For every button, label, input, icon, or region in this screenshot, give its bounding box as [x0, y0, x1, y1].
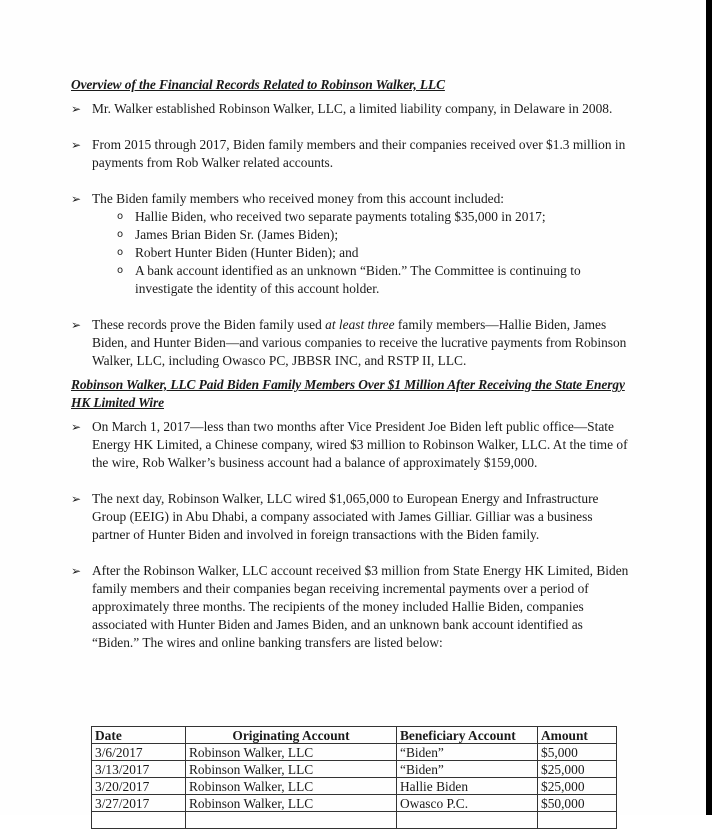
cell-amount: $25,000	[538, 778, 617, 795]
cell-originating-account: Robinson Walker, LLC	[186, 761, 397, 778]
cell-originating-account: Robinson Walker, LLC	[186, 795, 397, 812]
sub-bullet-text: Hallie Biden, who received two separate payments totaling $35,000 in 2017;	[135, 209, 546, 224]
cell-originating-account: Robinson Walker, LLC	[186, 778, 397, 795]
arrow-bullet-icon: ➢	[71, 492, 82, 506]
arrow-bullet-icon: ➢	[71, 192, 82, 206]
cell-amount: $50,000	[538, 795, 617, 812]
bullet-item	[71, 316, 631, 370]
bullet-text: The Biden family members who received money from this account included:	[92, 191, 505, 206]
wire-transfers-table	[91, 726, 617, 829]
column-header-date: Date	[92, 727, 186, 744]
cell-date: 3/13/2017	[92, 761, 186, 778]
cell-beneficiary-account: “Biden”	[397, 744, 538, 761]
column-header-beneficiary-account: Beneficiary Account	[397, 727, 538, 744]
viewer-edge	[706, 0, 712, 815]
arrow-bullet-icon: ➢	[71, 564, 82, 578]
sub-bullet-text: Robert Hunter Biden (Hunter Biden); and	[135, 245, 359, 260]
circle-bullet-icon: o	[117, 211, 124, 222]
cell-beneficiary-account: “Biden”	[397, 761, 538, 778]
arrow-bullet-icon: ➢	[71, 318, 82, 332]
table-row	[92, 778, 617, 795]
document-content	[71, 76, 631, 652]
bullet-text: From 2015 through 2017, Biden family members and their companies received over $1.3 million in payments from Rob Walker related accounts.	[92, 137, 626, 170]
bullet-text: After the Robinson Walker, LLC account received $3 million from State Energy HK Limited, Biden family members and their companies began receiving incremental payments over a period of approximately three months. The recipients of the money included Hallie Biden, companies associated with Hunter Biden and James Biden, and an unknown bank account identified as “Biden.” The wires and online banking transfers are listed below:	[92, 563, 629, 650]
table-row	[92, 795, 617, 812]
circle-bullet-icon: o	[117, 265, 124, 276]
arrow-bullet-icon: ➢	[71, 102, 82, 116]
sub-bullet-item	[71, 244, 631, 262]
bullet-text: Mr. Walker established Robinson Walker, LLC, a limited liability company, in Delaware in 2008.	[92, 101, 613, 116]
sub-bullet-text: A bank account identified as an unknown “Biden.” The Committee is continuing to investigate the identity of this account holder.	[135, 263, 581, 296]
cell-date: 3/20/2017	[92, 778, 186, 795]
section-heading-payments: Robinson Walker, LLC Paid Biden Family Members Over $1 Million After Receiving the State Energy HK Limited Wire	[71, 377, 625, 410]
bullet-text: On March 1, 2017—less than two months after Vice President Joe Biden left public office—State Energy HK Limited, a Chinese company, wired $3 million to Robinson Walker, LLC. At the time of the wire, Rob Walker’s business account had a balance of approximately $159,000.	[92, 419, 628, 470]
cell-amount: $25,000	[538, 761, 617, 778]
circle-bullet-icon: o	[117, 247, 124, 258]
bullet-item	[71, 136, 631, 172]
bullet-item	[71, 490, 631, 544]
cell-beneficiary-account: Owasco P.C.	[397, 795, 538, 812]
cell-beneficiary-account: Hallie Biden	[397, 778, 538, 795]
table-row	[92, 761, 617, 778]
cell-date	[92, 812, 186, 829]
cell-amount	[538, 812, 617, 829]
sub-bullet-item	[71, 262, 631, 298]
bullet-item	[71, 100, 631, 118]
column-header-originating-account: Originating Account	[186, 727, 397, 744]
bullet-text-before: These records prove the Biden family used	[92, 317, 326, 332]
circle-bullet-icon: o	[117, 229, 124, 240]
sub-bullet-item	[71, 208, 631, 226]
cell-beneficiary-account	[397, 812, 538, 829]
sub-bullet-text: James Brian Biden Sr. (James Biden);	[135, 227, 339, 242]
bullet-text-emphasis: at least three	[325, 317, 395, 332]
arrow-bullet-icon: ➢	[71, 420, 82, 434]
arrow-bullet-icon: ➢	[71, 138, 82, 152]
table-row-cut-off	[92, 812, 617, 829]
sub-bullet-item	[71, 226, 631, 244]
table-row	[92, 744, 617, 761]
cell-originating-account: Robinson Walker, LLC	[186, 744, 397, 761]
cell-date: 3/6/2017	[92, 744, 186, 761]
table-header-row	[92, 727, 617, 744]
bullet-item	[71, 418, 631, 472]
cell-amount: $5,000	[538, 744, 617, 761]
section-heading-overview: Overview of the Financial Records Related to Robinson Walker, LLC	[71, 77, 445, 92]
bullet-text: The next day, Robinson Walker, LLC wired $1,065,000 to European Energy and Infrastructure Group (EEIG) in Abu Dhabi, a company associated with James Gilliar. Gilliar was a business partner of Hunter Biden and involved in foreign transactions with the Biden family.	[92, 491, 599, 542]
bullet-item	[71, 190, 631, 208]
bullet-item	[71, 562, 631, 652]
column-header-amount: Amount	[538, 727, 617, 744]
cell-originating-account	[186, 812, 397, 829]
cell-date: 3/27/2017	[92, 795, 186, 812]
bullet-text-after: family members—Hallie Biden, James Biden, and Hunter Biden—and various companies to receive the lucrative payments from Robinson Walker, LLC, including Owasco PC, JBBSR INC, and RSTP II, LLC.	[92, 317, 627, 368]
